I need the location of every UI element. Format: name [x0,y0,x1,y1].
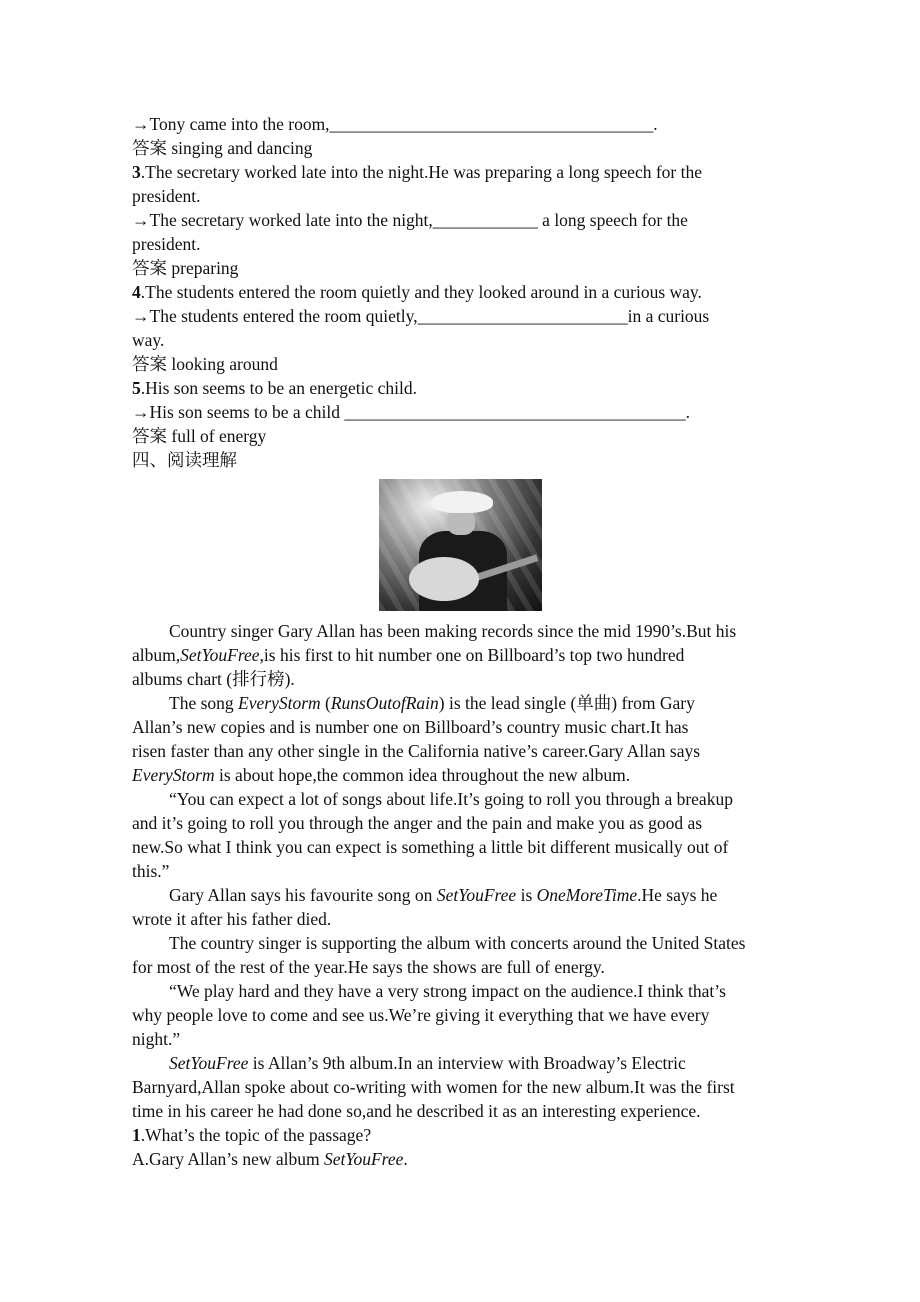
text-segment: EveryStorm [132,765,215,785]
text-segment: A.Gary Allan’s new album [132,1149,324,1169]
passage-line [132,643,684,667]
text-segment: why people love to come and see us.We’re giving it everything that we have every [132,1005,710,1025]
text-segment: album, [132,645,181,665]
question-line [132,1123,371,1147]
exercise-line [132,376,417,400]
exercise-line [132,136,312,160]
passage-line [132,907,331,931]
exercise-line [132,112,658,136]
text-segment: SetYouFree [180,645,260,665]
text-segment: this.” [132,861,170,881]
text-segment: 四、阅读理解 [132,450,237,470]
text-segment: 答案 preparing [132,258,239,278]
text-segment: 3 [132,162,141,182]
exercise-line [132,160,702,184]
passage-line [132,667,295,691]
text-segment: 答案 singing and dancing [132,138,313,158]
passage-line [132,1003,709,1027]
text-segment: “You can expect a lot of songs about life.It’s going to roll you through a breakup [169,789,733,809]
text-segment: 答案 looking around [132,354,278,374]
text-segment: president. [132,234,201,254]
text-segment: president. [132,186,201,206]
text-segment: and it’s going to roll you through the anger and the pain and make you as good as [132,813,703,833]
passage-line [132,835,728,859]
passage-line [132,715,688,739]
text-segment: The song [169,693,239,713]
text-segment: .The students entered the room quietly and they looked around in a curious way. [140,282,702,302]
passage-line [169,931,745,955]
question-line [132,1147,408,1171]
exercise-line [132,424,266,448]
text-segment: →The secretary worked late into the night,____________ a long speech for the [132,210,688,230]
exercise-line [132,352,278,376]
singer-photo [379,479,542,611]
text-segment: . [403,1149,408,1169]
exercise-line [132,208,688,232]
text-segment: →The students entered the room quietly,________________________in a curious [132,306,710,326]
text-segment: 4 [132,282,141,302]
text-segment: Gary Allan says his favourite song on [169,885,437,905]
text-segment: ( [320,693,331,713]
passage-line [132,811,702,835]
exercise-line [132,328,164,352]
text-segment: Country singer Gary Allan has been making records since the mid 1990’s.But his [169,621,737,641]
text-segment: albums chart (排行榜). [132,669,295,689]
text-segment: SetYouFree [436,885,517,905]
text-segment: for most of the rest of the year.He says the shows are full of energy. [132,957,605,977]
passage-line [132,763,630,787]
text-segment: .His son seems to be an energetic child. [140,378,417,398]
passage-line [169,691,695,715]
text-segment: Barnyard,Allan spoke about co-writing with women for the new album.It was the first [132,1077,735,1097]
passage-line [132,1075,735,1099]
text-segment: →His son seems to be a child _______________________________________. [132,402,691,422]
exercise-line [132,232,201,256]
text-segment: wrote it after his father died. [132,909,332,929]
text-segment: SetYouFree [323,1149,404,1169]
text-segment: Allan’s new copies and is number one on Billboard’s country music chart.It has [132,717,689,737]
text-segment: is Allan’s 9th album.In an interview with Broadway’s Electric [248,1053,686,1073]
exercise-line [132,400,690,424]
passage-line [169,883,717,907]
text-segment: 答案 full of energy [132,426,267,446]
passage-line [132,739,700,763]
passage-line [132,859,169,883]
text-segment: time in his career he had done so,and he described it as an interesting experience. [132,1101,701,1121]
passage-line [169,619,736,643]
exercise-line [132,184,201,208]
text-segment: SetYouFree [169,1053,249,1073]
exercise-line [132,280,702,304]
text-segment: risen faster than any other single in the California native’s career.Gary Allan says [132,741,701,761]
text-segment: ) is the lead single (单曲) from Gary [438,693,695,713]
text-segment: RunsOutofRain [330,693,439,713]
text-segment: .The secretary worked late into the night.He was preparing a long speech for the [140,162,702,182]
text-segment: 5 [132,378,141,398]
text-segment: is about hope,the common idea throughout the new album. [214,765,631,785]
text-segment: night.” [132,1029,181,1049]
text-segment: way. [132,330,165,350]
passage-line [169,979,726,1003]
text-segment: The country singer is supporting the album with concerts around the United States [169,933,746,953]
passage-line [132,1027,180,1051]
passage-line [132,1099,701,1123]
text-segment: OneMoreTime [536,885,638,905]
text-segment: .What’s the topic of the passage? [140,1125,372,1145]
section-heading [132,448,237,472]
text-segment: is [516,885,537,905]
passage-line [132,955,605,979]
text-segment: “We play hard and they have a very strong impact on the audience.I think that’s [169,981,726,1001]
text-segment: new.So what I think you can expect is something a little bit different musically out of [132,837,729,857]
text-segment: →Tony came into the room,_____________________________________. [132,114,658,134]
exercise-line [132,256,238,280]
text-segment: .He says he [637,885,718,905]
passage-line [169,1051,686,1075]
text-segment: 1 [132,1125,141,1145]
text-segment: EveryStorm [238,693,321,713]
exercise-line [132,304,709,328]
passage-line [169,787,733,811]
text-segment: ,is his first to hit number one on Billboard’s top two hundred [259,645,685,665]
